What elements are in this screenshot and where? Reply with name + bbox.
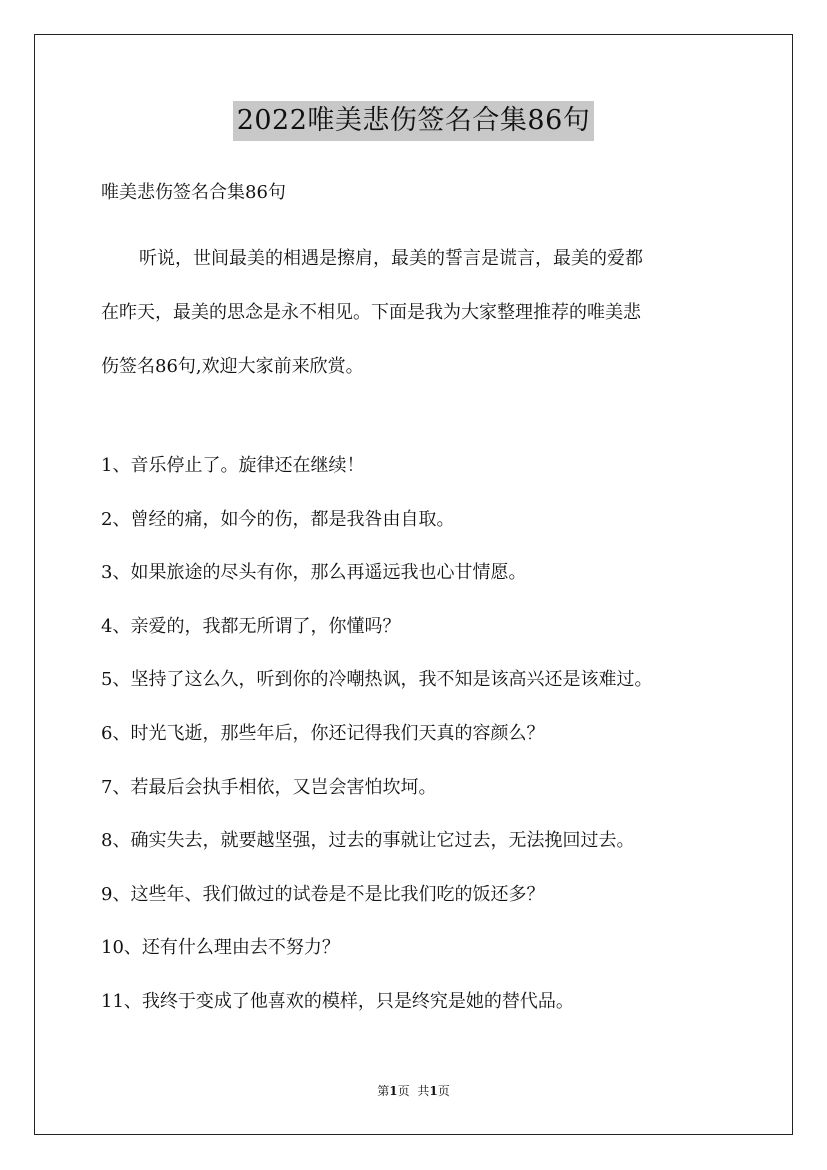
signature-list bbox=[101, 452, 781, 1042]
page-footer bbox=[0, 1083, 827, 1099]
intro-line: 听说，世间最美的相遇是擦肩，最美的誓言是谎言，最美的爱都 bbox=[139, 248, 643, 269]
footer-total-number: 1 bbox=[429, 1084, 438, 1098]
list-item: 1、音乐停止了。旋律还在继续！ bbox=[101, 455, 365, 476]
footer-page-suffix: 页 bbox=[397, 1084, 410, 1098]
list-item: 7、若最后会执手相依，又岂会害怕坎坷。 bbox=[101, 776, 437, 798]
list-item: 5、坚持了这么久，听到你的冷嘲热讽，我不知是该高兴还是该难过。 bbox=[101, 669, 653, 691]
footer-total-prefix: 共 bbox=[417, 1084, 430, 1098]
document-title: 2022唯美悲伤签名合集86句 bbox=[233, 101, 595, 141]
intro-line: 在昨天，最美的思念是永不相见。下面是我为大家整理推荐的唯美悲 bbox=[101, 302, 641, 323]
list-item: 4、亲爱的，我都无所谓了，你懂吗？ bbox=[101, 615, 401, 637]
footer-page-prefix: 第 bbox=[377, 1084, 390, 1098]
intro-line: 伤签名86句,欢迎大家前来欣赏。 bbox=[101, 356, 364, 377]
list-item: 9、这些年、我们做过的试卷是不是比我们吃的饭还多？ bbox=[101, 883, 545, 905]
list-item: 6、时光飞逝，那些年后，你还记得我们天真的容颜么？ bbox=[101, 722, 545, 744]
intro-paragraph bbox=[101, 232, 741, 394]
list-item: 10、还有什么理由去不努力？ bbox=[101, 937, 340, 959]
list-item: 11、我终于变成了他喜欢的模样，只是终究是她的替代品。 bbox=[101, 990, 574, 1012]
list-item: 2、曾经的痛，如今的伤，都是我咎由自取。 bbox=[101, 508, 455, 530]
title-container bbox=[0, 101, 827, 141]
footer-total-suffix: 页 bbox=[437, 1084, 450, 1098]
list-item: 3、如果旅途的尽头有你，那么再遥远我也心甘情愿。 bbox=[101, 562, 527, 584]
list-item: 8、确实失去，就要越坚强，过去的事就让它过去，无法挽回过去。 bbox=[101, 830, 635, 852]
document-subtitle: 唯美悲伤签名合集86句 bbox=[101, 182, 286, 203]
footer-page-number: 1 bbox=[389, 1084, 398, 1098]
